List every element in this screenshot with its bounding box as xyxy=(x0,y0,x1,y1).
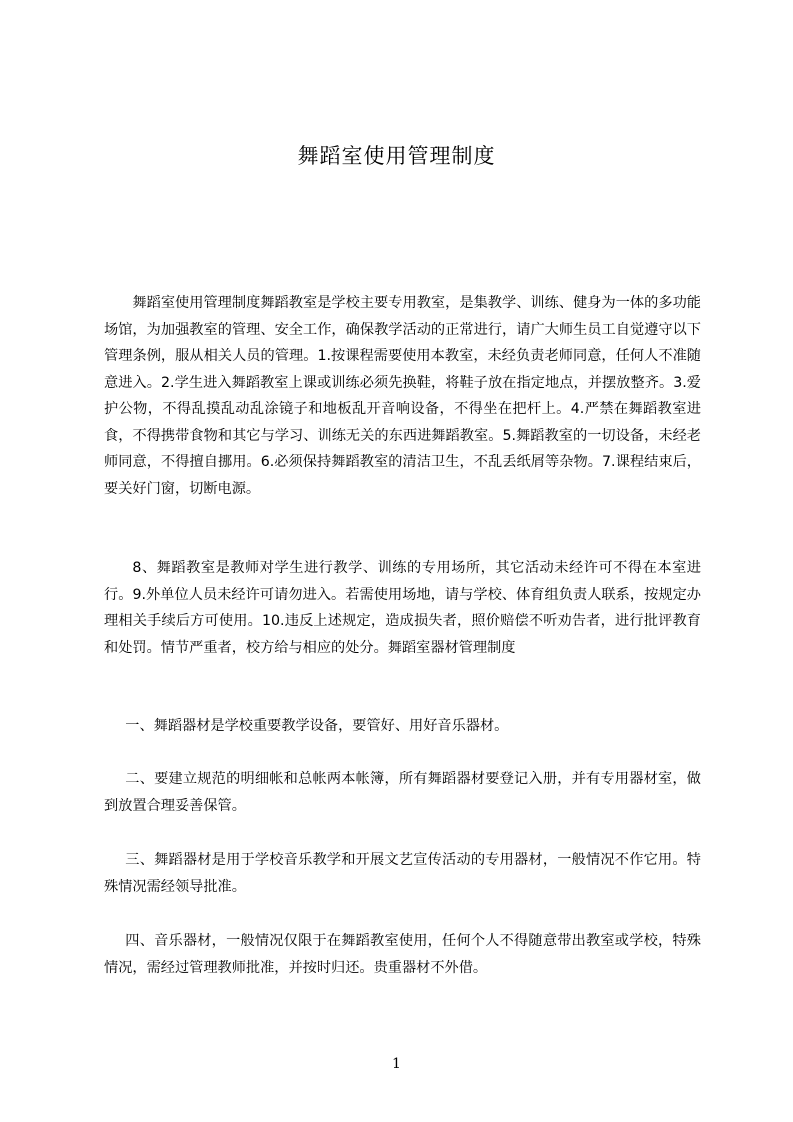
paragraph-equipment-rule-1: 一、舞蹈器材是学校重要教学设备，要管好、用好音乐器材。 xyxy=(125,718,509,734)
paragraph-rules-continued: 8、舞蹈教室是教师对学生进行教学、训练的专用场所，其它活动未经许可不得在本室进行。9.外单位人员未经许可请勿进入。若需使用场地，请与学校、体育组负责人联系，按规定办理相关手续后方可使用。10.违反上述规定，造成损失者，照价赔偿不听劝告者，进行批评教育和处罚。情节严重者，校方给与相应的处分。舞蹈室器材管理制度 xyxy=(104,560,701,656)
page-number: 1 xyxy=(392,1056,401,1072)
paragraph-equipment-rule-3: 三、舞蹈器材是用于学校音乐教学和开展文艺宣传活动的专用器材，一般情况不作它用。特殊情况需经领导批准。 xyxy=(104,852,701,895)
paragraph-rules-intro: 舞蹈室使用管理制度舞蹈教室是学校主要专用教室，是集教学、训练、健身为一体的多功能场馆，为加强教室的管理、安全工作，确保教学活动的正常进行，请广大师生员工自觉遵守以下管理条例，服从相关人员的管理。1.按课程需要使用本教室，未经负责老师同意，任何人不准随意进入。2.学生进入舞蹈教室上课或训练必须先换鞋，将鞋子放在指定地点，并摆放整齐。3.爱护公物，不得乱摸乱动乱涂镜子和地板乱开音响设备，不得坐在把杆上。4.严禁在舞蹈教室进食，不得携带食物和其它与学习、训练无关的东西进舞蹈教室。5.舞蹈教室的一切设备，未经老师同意，不得擅自挪用。6.必须保持舞蹈教室的清洁卫生，不乱丢纸屑等杂物。7.课程结束后，要关好门窗，切断电源。 xyxy=(104,295,701,497)
page-title: 舞蹈室使用管理制度 xyxy=(297,144,496,168)
paragraph-equipment-rule-2: 二、要建立规范的明细帐和总帐两本帐簿，所有舞蹈器材要登记入册，并有专用器材室，做到放置合理妥善保管。 xyxy=(104,771,701,814)
paragraph-equipment-rule-4: 四、音乐器材，一般情况仅限于在舞蹈教室使用，任何个人不得随意带出教室或学校，特殊情况，需经过管理教师批准，并按时归还。贵重器材不外借。 xyxy=(104,933,701,976)
